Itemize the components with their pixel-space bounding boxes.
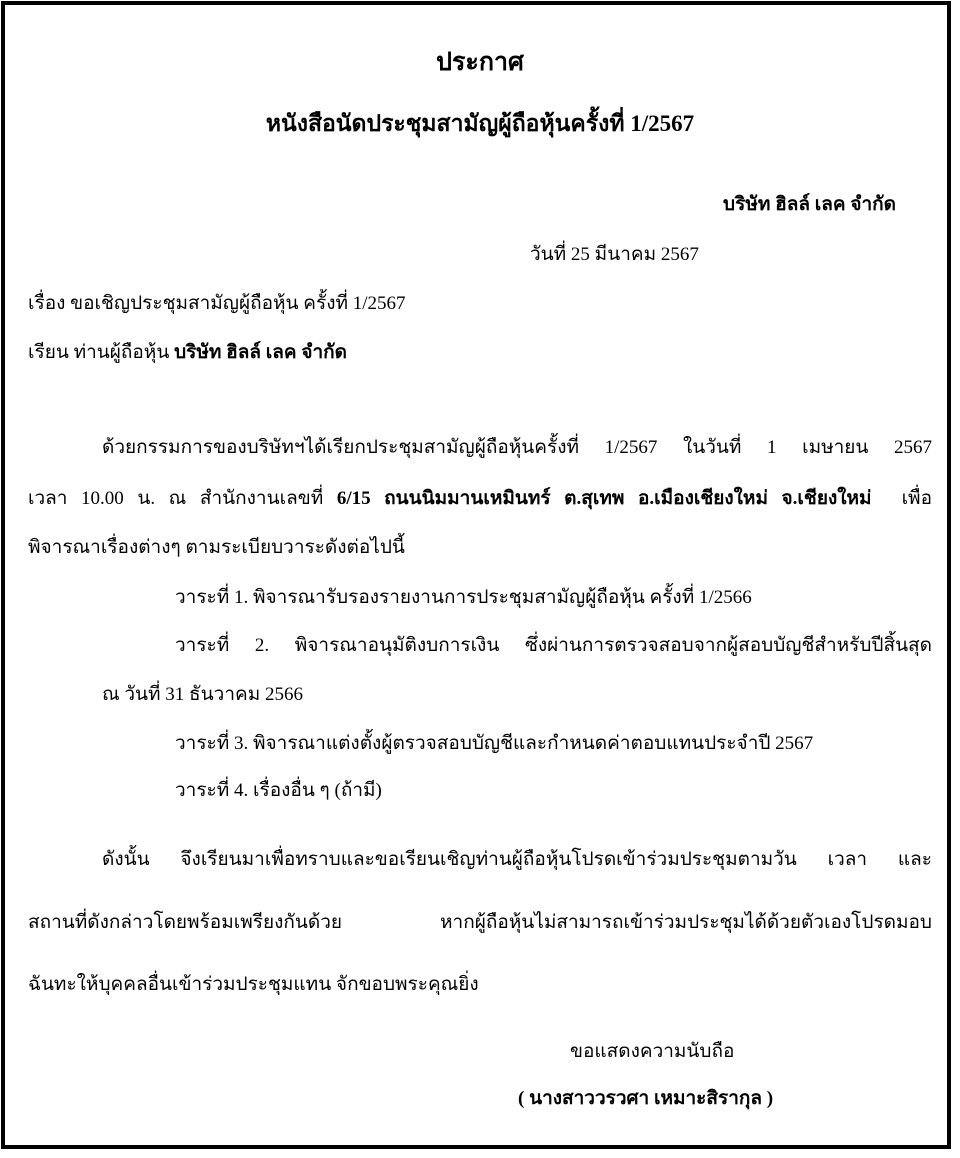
- recipient-prefix: เรียน ท่านผู้ถือหุ้น: [28, 342, 175, 363]
- paragraph-1-line-3: พิจารณาเรื่องต่างๆ ตามระเบียบวาระดังต่อไปนี้: [28, 537, 405, 558]
- paragraph-2-line-1: ดังนั้น จึงเรียนมาเพื่อทราบและขอเรียนเชิญท่านผู้ถือหุ้นโปรดเข้าร่วมประชุมตามวัน เวลา และ: [102, 849, 932, 870]
- letter-recipient: [28, 341, 347, 365]
- signatory-name: ( นางสาววรวศา เหมาะสิรากุล ): [518, 1088, 774, 1109]
- agenda-item-4: วาระที่ 4. เรื่องอื่น ๆ (ถ้ามี): [175, 780, 382, 801]
- paragraph-1-line-1: ด้วยกรรมการของบริษัทฯได้เรียกประชุมสามัญผู้ถือหุ้นครั้งที่ 1/2567 ในวันที่ 1 เมษายน 2567: [102, 437, 932, 458]
- agenda-item-2: วาระที่ 2. พิจารณาอนุมัติงบการเงิน ซึ่งผ่านการตรวจสอบจากผู้สอบบัญชีสำหรับปีสิ้นสุด: [175, 635, 932, 656]
- agenda-item-3: วาระที่ 3. พิจารณาแต่งตั้งผู้ตรวจสอบบัญชีและกำหนดค่าตอบแทนประจำปี 2567: [175, 733, 814, 754]
- paragraph-2-line-3: ฉันทะให้บุคคลอื่นเข้าร่วมประชุมแทน จักขอบพระคุณยิ่ง: [28, 974, 479, 995]
- document-date: วันที่ 25 มีนาคม 2567: [530, 244, 699, 265]
- company-name: บริษัท ฮิลล์ เลค จำกัด: [723, 194, 896, 215]
- recipient-company: บริษัท ฮิลล์ เลค จำกัด: [174, 342, 348, 363]
- document-title: ประกาศ: [436, 49, 524, 76]
- paragraph-2-line-2: สถานที่ดังกล่าวโดยพร้อมเพรียงกันด้วย หากผู้ถือหุ้นไม่สามารถเข้าร่วมประชุมได้ด้วยตัวเองโปรดมอบ: [28, 912, 932, 933]
- agenda-item-1: วาระที่ 1. พิจารณารับรองรายงานการประชุมสามัญผู้ถือหุ้น ครั้งที่ 1/2566: [175, 587, 752, 608]
- agenda-item-2-continued: ณ วันที่ 31 ธันวาคม 2566: [102, 684, 303, 705]
- meeting-address: 6/15 ถนนนิมมานเหมินทร์ ต.สุเทพ อ.เมืองเชียงใหม่ จ.เชียงใหม่: [336, 488, 872, 509]
- paragraph-1-line-2: [28, 487, 932, 511]
- document-subtitle: หนังสือนัดประชุมสามัญผู้ถือหุ้นครั้งที่ 1/2567: [265, 111, 695, 136]
- letter-subject: เรื่อง ขอเชิญประชุมสามัญผู้ถือหุ้น ครั้งที่ 1/2567: [28, 293, 406, 314]
- meeting-time: เวลา 10.00 น. ณ สำนักงานเลขที่: [28, 488, 337, 509]
- closing-regards: ขอแสดงความนับถือ: [570, 1041, 735, 1062]
- purpose-word: เพื่อ: [901, 488, 932, 509]
